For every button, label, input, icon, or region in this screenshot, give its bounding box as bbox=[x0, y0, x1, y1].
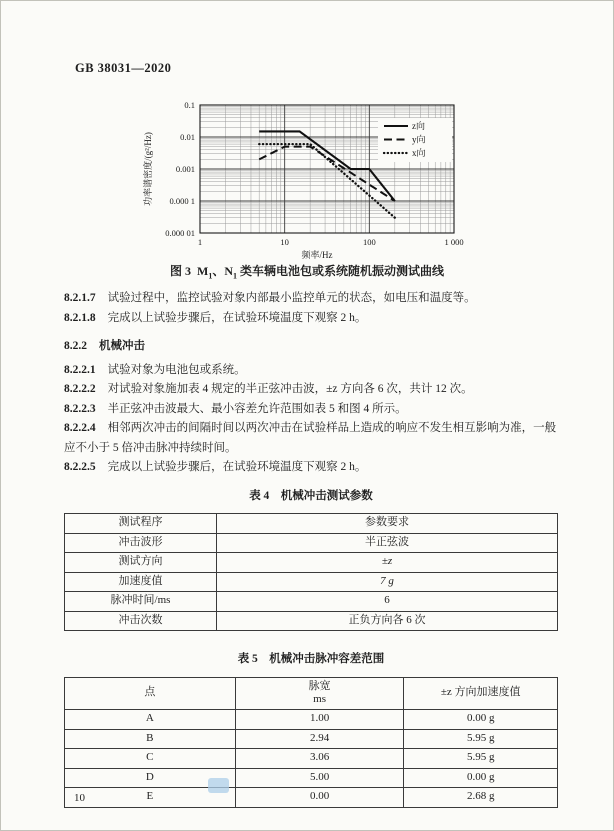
cell: 3.06 bbox=[235, 749, 404, 769]
svg-text:0.000 01: 0.000 01 bbox=[165, 228, 195, 238]
cell: 5.95 g bbox=[404, 729, 558, 749]
table-row bbox=[65, 768, 558, 788]
clause-text: 完成以上试验步骤后，在试验环境温度下观察 2 h。 bbox=[107, 311, 367, 324]
cell: 5.95 g bbox=[404, 749, 558, 769]
svg-text:功率谱密度/(g²/Hz): 功率谱密度/(g²/Hz) bbox=[143, 132, 153, 206]
cell: ±z bbox=[216, 553, 557, 573]
cell: 参数要求 bbox=[216, 514, 557, 534]
clause-8218 bbox=[64, 309, 558, 329]
body-content bbox=[64, 289, 558, 808]
svg-text:y向: y向 bbox=[412, 134, 426, 145]
svg-text:0.01: 0.01 bbox=[180, 132, 195, 142]
table-row bbox=[65, 572, 558, 592]
table-row bbox=[65, 788, 558, 808]
clause-8222 bbox=[64, 380, 558, 400]
watermark-stamp bbox=[208, 778, 229, 793]
cell: 6 bbox=[216, 592, 557, 612]
cell: 半正弦波 bbox=[216, 533, 557, 553]
svg-text:1: 1 bbox=[197, 237, 203, 247]
svg-text:1 000: 1 000 bbox=[444, 237, 464, 247]
cell: 加速度值 bbox=[65, 572, 217, 592]
cell: C bbox=[65, 749, 236, 769]
figure-label: 图 3 bbox=[169, 264, 191, 278]
table-header-row bbox=[65, 677, 558, 710]
table-row bbox=[65, 710, 558, 730]
heading-822-mechanical-shock bbox=[64, 337, 558, 357]
svg-text:x向: x向 bbox=[412, 148, 426, 158]
table-row bbox=[65, 729, 558, 749]
clause-text: 完成以上试验步骤后，在试验环境温度下观察 2 h。 bbox=[107, 461, 367, 473]
clause-number: 8.2.1.8 bbox=[64, 311, 96, 324]
table-row bbox=[65, 611, 558, 631]
cell: B bbox=[65, 729, 236, 749]
clause-number: 8.2.2.3 bbox=[64, 402, 96, 415]
svg-text:0.1: 0.1 bbox=[184, 100, 195, 110]
header-cell: 脉宽 ms bbox=[235, 677, 404, 710]
standard-number-header: GB 38031—2020 bbox=[75, 61, 172, 75]
cell: 测试方向 bbox=[65, 553, 217, 573]
cell: 0.00 bbox=[235, 788, 404, 808]
header-cell: ±z 方向加速度值 bbox=[404, 677, 558, 710]
table-row bbox=[65, 749, 558, 769]
cell: 2.68 g bbox=[404, 788, 558, 808]
table-row bbox=[65, 533, 558, 553]
cell: 正负方向各 6 次 bbox=[216, 611, 557, 631]
clause-text: 半正弦冲击波最大、最小容差允许范围如表 5 和图 4 所示。 bbox=[107, 402, 407, 415]
clause-number: 8.2.2.1 bbox=[64, 363, 96, 376]
svg-text:0.001: 0.001 bbox=[175, 164, 195, 174]
cell: 5.00 bbox=[235, 768, 404, 788]
table-5-pulse-tolerance bbox=[64, 677, 558, 808]
clause-8224 bbox=[64, 419, 558, 458]
svg-text:10: 10 bbox=[280, 237, 289, 247]
figure-3-caption: 图 3 $M_1$、$N_1$ 类车辆电池包或系统随机振动测试曲线 bbox=[169, 264, 445, 281]
table-4-shock-parameters bbox=[64, 513, 558, 631]
random-vibration-psd-chart bbox=[138, 95, 518, 267]
clause-text: 相邻两次冲击的间隔时间以两次冲击在试验样品上造成的响应不发生相互影响为准，一般应不小于 5 倍冲击脉冲持续时间。 bbox=[64, 422, 557, 454]
figure-3-chart bbox=[138, 95, 518, 272]
table-5-caption: 表 5 机械冲击脉冲容差范围 bbox=[237, 653, 385, 665]
clause-8225 bbox=[64, 458, 558, 478]
cell: 脉冲时间/ms bbox=[65, 592, 217, 612]
clause-text: 试验对象为电池包或系统。 bbox=[107, 363, 246, 376]
clause-number: 8.2.2.5 bbox=[64, 461, 96, 473]
clause-number: 8.2.2.2 bbox=[64, 383, 96, 395]
svg-text:频率/Hz: 频率/Hz bbox=[301, 250, 333, 260]
cell: 7 g bbox=[216, 572, 557, 592]
table-row bbox=[65, 592, 558, 612]
page-number: 10 bbox=[74, 792, 85, 804]
clause-number: 8.2.2 bbox=[64, 340, 87, 352]
svg-text:0.000 1: 0.000 1 bbox=[169, 196, 195, 206]
cell: 冲击波形 bbox=[65, 533, 217, 553]
cell: D bbox=[65, 768, 236, 788]
clause-text: 试验过程中，监控试验对象内部最小监控单元的状态，如电压和温度等。 bbox=[107, 292, 476, 304]
clause-number: 8.2.2.4 bbox=[64, 422, 96, 434]
clause-8221 bbox=[64, 361, 558, 381]
cell: E bbox=[65, 788, 236, 808]
clause-8217 bbox=[64, 289, 558, 309]
clause-text: 对试验对象施加表 4 规定的半正弦冲击波，±z 方向各 6 次，共计 12 次。 bbox=[107, 383, 473, 395]
clause-text: 机械冲击 bbox=[99, 340, 145, 352]
table-row bbox=[65, 553, 558, 573]
cell: 1.00 bbox=[235, 710, 404, 730]
cell: 测试程序 bbox=[65, 514, 217, 534]
table-row bbox=[65, 514, 558, 534]
svg-text:z向: z向 bbox=[412, 121, 425, 131]
clause-number: 8.2.1.7 bbox=[64, 292, 96, 304]
header-cell: 点 bbox=[65, 677, 236, 710]
svg-text:100: 100 bbox=[362, 237, 376, 247]
cell: 冲击次数 bbox=[65, 611, 217, 631]
clause-8223 bbox=[64, 400, 558, 420]
table-4-caption: 表 4 机械冲击测试参数 bbox=[249, 489, 373, 502]
cell: A bbox=[65, 710, 236, 730]
cell: 0.00 g bbox=[404, 710, 558, 730]
cell: 2.94 bbox=[235, 729, 404, 749]
cell: 0.00 g bbox=[404, 768, 558, 788]
